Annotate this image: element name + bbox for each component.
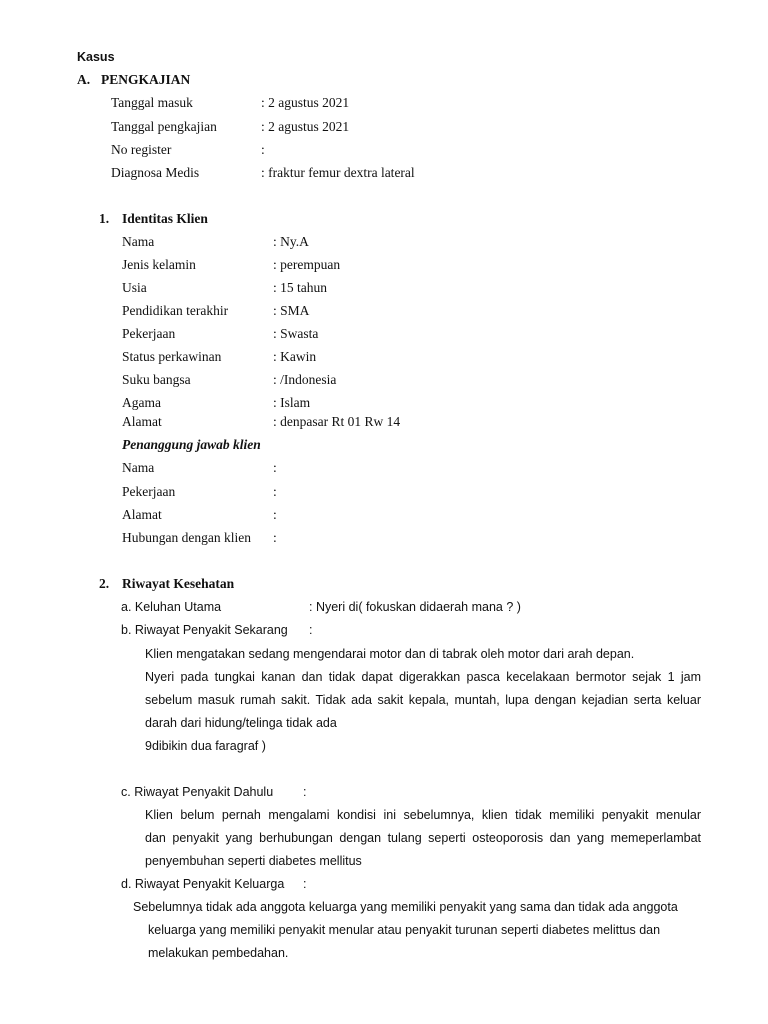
field-label: Hubungan dengan klien xyxy=(122,530,251,545)
keluhan-utama-value: : Nyeri di( fokuskan didaerah mana ? ) xyxy=(309,600,521,614)
field-value: : fraktur femur dextra lateral xyxy=(261,165,415,180)
paragraph-line: melakukan pembedahan. xyxy=(148,946,289,960)
field-label: Suku bangsa xyxy=(122,372,191,387)
field-label: Tanggal pengkajian xyxy=(111,119,217,134)
field-label: Agama xyxy=(122,395,161,410)
paragraph-line: dan penyakit yang berhubungan dengan tulang seperti osteoporosis dan yang memeperlambat xyxy=(145,831,701,845)
document-title: Kasus xyxy=(77,50,115,64)
paragraph-line: penyembuhan seperti diabetes mellitus xyxy=(145,854,362,868)
riwayat-dahulu-label: c. Riwayat Penyakit Dahulu xyxy=(121,785,274,799)
paragraph-line: keluarga yang memiliki penyakit menular atau penyakit turunan seperti diabetes melittus dan xyxy=(148,923,661,937)
section-a-heading: PENGKAJIAN xyxy=(101,72,191,87)
paragraph-line: darah dari hidung/telinga tidak ada xyxy=(145,716,337,730)
field-value: : xyxy=(273,484,277,499)
field-value: : 15 tahun xyxy=(273,280,327,295)
section-2-heading: Riwayat Kesehatan xyxy=(122,576,235,591)
paragraph-line: Klien mengatakan sedang mengendarai motor dan di tabrak oleh motor dari arah depan. xyxy=(145,647,635,661)
field-value: : perempuan xyxy=(273,257,341,272)
field-label: Status perkawinan xyxy=(122,349,222,364)
riwayat-keluarga-label: d. Riwayat Penyakit Keluarga xyxy=(121,877,285,891)
field-label: Alamat xyxy=(122,414,162,429)
penanggung-heading: Penanggung jawab klien xyxy=(122,437,261,452)
field-label: Tanggal masuk xyxy=(111,95,193,110)
field-label: Diagnosa Medis xyxy=(111,165,200,180)
field-value: : Islam xyxy=(273,395,311,410)
section-1-heading: Identitas Klien xyxy=(122,211,208,226)
field-value: : Kawin xyxy=(273,349,317,364)
field-value: : SMA xyxy=(273,303,310,318)
field-value: : xyxy=(273,507,277,522)
field-label: Alamat xyxy=(122,507,162,522)
section-a-marker: A. xyxy=(77,72,91,87)
riwayat-keluarga-colon: : xyxy=(303,877,307,891)
field-value: : 2 agustus 2021 xyxy=(261,95,350,110)
field-value: : xyxy=(261,142,265,157)
field-value: : Ny.A xyxy=(273,234,309,249)
paragraph-line: Nyeri pada tungkai kanan dan tidak dapat digerakkan pasca kecelakaan bermotor sejak 1 jam xyxy=(145,670,701,684)
riwayat-dahulu-colon: : xyxy=(303,785,307,799)
riwayat-sekarang-colon: : xyxy=(309,623,313,637)
paragraph-line: sebelum masuk rumah sakit. Tidak ada sakit kepala, muntah, lupa dengan kejadian serta keluar xyxy=(145,693,701,707)
paragraph-line: 9dibikin dua faragraf ) xyxy=(145,739,266,753)
field-label: No register xyxy=(111,142,172,157)
field-value: : xyxy=(273,530,277,545)
section-2-marker: 2. xyxy=(99,576,110,591)
field-value: : xyxy=(273,460,277,475)
paragraph-line: Klien belum pernah mengalami kondisi ini sebelumnya, klien tidak memiliki penyakit menular xyxy=(145,808,701,822)
field-label: Pekerjaan xyxy=(122,326,176,341)
field-value: : Swasta xyxy=(273,326,319,341)
field-label: Pekerjaan xyxy=(122,484,176,499)
section-1-marker: 1. xyxy=(99,211,110,226)
field-value: : 2 agustus 2021 xyxy=(261,119,350,134)
field-label: Nama xyxy=(122,234,155,249)
field-label: Nama xyxy=(122,460,155,475)
field-value: : /Indonesia xyxy=(273,372,337,387)
riwayat-sekarang-label: b. Riwayat Penyakit Sekarang xyxy=(121,623,288,637)
paragraph-line: Sebelumnya tidak ada anggota keluarga yang memiliki penyakit yang sama dan tidak ada anggota xyxy=(133,900,678,914)
field-label: Usia xyxy=(122,280,147,295)
field-label: Jenis kelamin xyxy=(122,257,196,272)
field-value: : denpasar Rt 01 Rw 14 xyxy=(273,414,401,429)
keluhan-utama-label: a. Keluhan Utama xyxy=(121,600,222,614)
field-label: Pendidikan terakhir xyxy=(122,303,229,318)
